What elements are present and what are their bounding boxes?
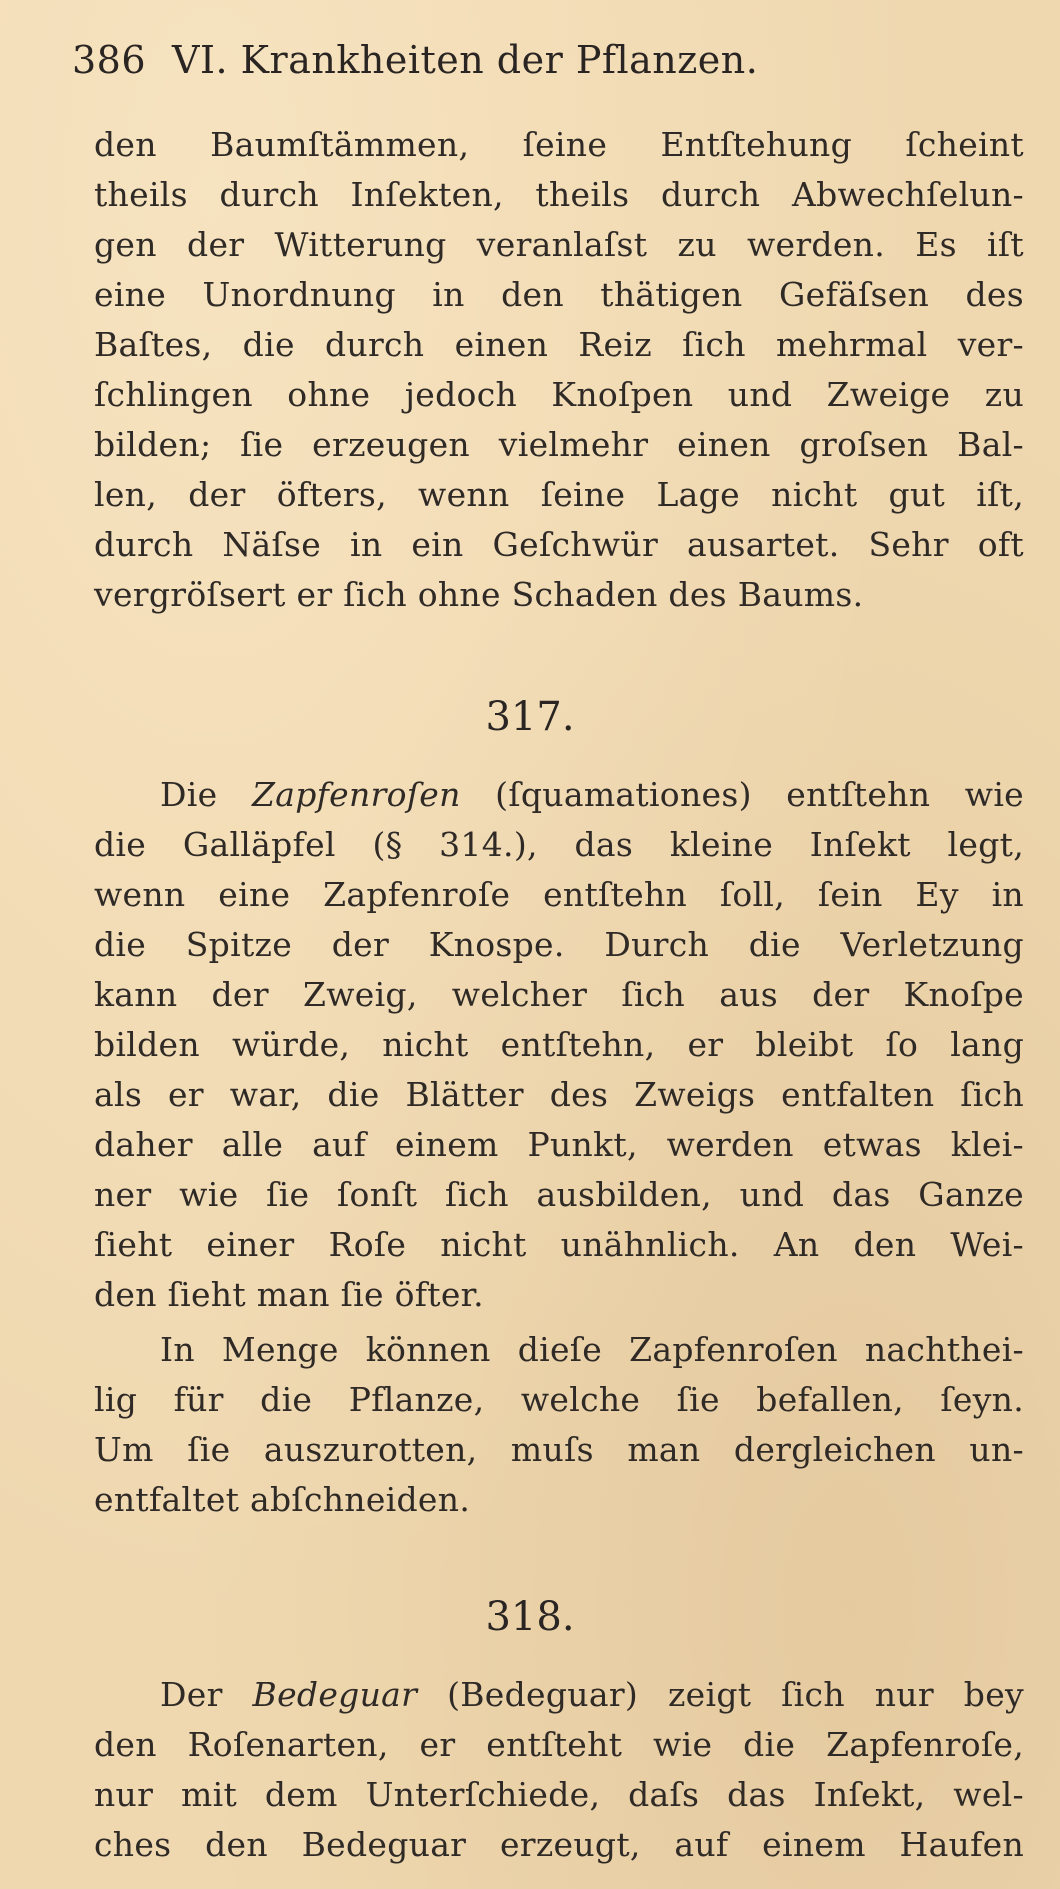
text-line: den Roſenarten, er entſteht wie die Zapfenroſe, xyxy=(94,1725,1024,1764)
text-line: durch Näſse in ein Geſchwür ausartet. Sehr oft xyxy=(94,525,1024,564)
text-line: daher alle auf einem Punkt, werden etwas klei- xyxy=(94,1125,1024,1164)
text-line: len, der öfters, wenn ſeine Lage nicht gut iſt, xyxy=(94,475,1024,514)
text-line: kann der Zweig, welcher ſich aus der Knoſpe xyxy=(94,975,1024,1014)
text-line: Um ſie auszurotten, muſs man dergleichen un- xyxy=(94,1430,1024,1469)
text-line: gen der Witterung veranlaſst zu werden. Es iſt xyxy=(94,225,1024,264)
text-line: die Galläpfel (§ 314.), das kleine Inſekt legt, xyxy=(94,825,1024,864)
italic-term: Zapfenroſen xyxy=(251,775,461,814)
text-line: bilden würde, nicht entſtehn, er bleibt ſo lang xyxy=(94,1025,1024,1064)
text-line: den ſieht man ſie öfter. xyxy=(94,1275,484,1314)
text-line: nur mit dem Unterſchiede, daſs das Inſekt, wel- xyxy=(94,1775,1024,1814)
text-line xyxy=(160,775,1024,815)
text-line xyxy=(160,1675,1024,1715)
text-line: theils durch Inſekten, theils durch Abwechſelun- xyxy=(94,175,1024,214)
text-fragment: Der xyxy=(160,1675,253,1714)
text-line: vergröſsert er ſich ohne Schaden des Baums. xyxy=(94,575,864,614)
text-fragment: Die xyxy=(160,775,252,814)
text-line: ches den Bedeguar erzeugt, auf einem Haufen xyxy=(94,1825,1024,1864)
text-line: ner wie ſie ſonſt ſich ausbilden, und das Ganze xyxy=(94,1175,1024,1214)
section-number-318: 318. xyxy=(485,1594,575,1640)
text-line: wenn eine Zapfenroſe entſtehn ſoll, ſein Ey in xyxy=(94,875,1024,914)
running-header xyxy=(72,38,1012,82)
text-line: In Menge können dieſe Zapfenroſen nachthei- xyxy=(160,1330,1024,1369)
text-line: Baſtes, die durch einen Reiz ſich mehrmal ver- xyxy=(94,325,1024,364)
running-title: VI. Krankheiten der Pflanzen. xyxy=(172,38,759,82)
section-number-317: 317. xyxy=(485,694,575,740)
text-line: als er war, die Blätter des Zweigs entfalten ſich xyxy=(94,1075,1024,1114)
text-fragment: (ſquamationes) entſtehn wie xyxy=(460,775,1025,814)
text-line: ſieht einer Roſe nicht unähnlich. An den Wei- xyxy=(94,1225,1024,1264)
text-line: eine Unordnung in den thätigen Gefäſsen des xyxy=(94,275,1024,314)
text-fragment: (Bedeguar) zeigt ſich nur bey xyxy=(417,1675,1024,1714)
text-line: lig für die Pflanze, welche ſie befallen, ſeyn. xyxy=(94,1380,1024,1419)
text-line: die Spitze der Knospe. Durch die Verletzung xyxy=(94,925,1024,964)
text-line: den Baumſtämmen, ſeine Entſtehung ſcheint xyxy=(94,125,1024,164)
text-line: ſchlingen ohne jedoch Knoſpen und Zweige zu xyxy=(94,375,1024,414)
text-line: bilden; ſie erzeugen vielmehr einen groſsen Bal- xyxy=(94,425,1024,464)
italic-term: Bedeguar xyxy=(252,1675,418,1714)
page-number: 386 xyxy=(72,38,147,82)
text-line: entfaltet abſchneiden. xyxy=(94,1480,471,1519)
